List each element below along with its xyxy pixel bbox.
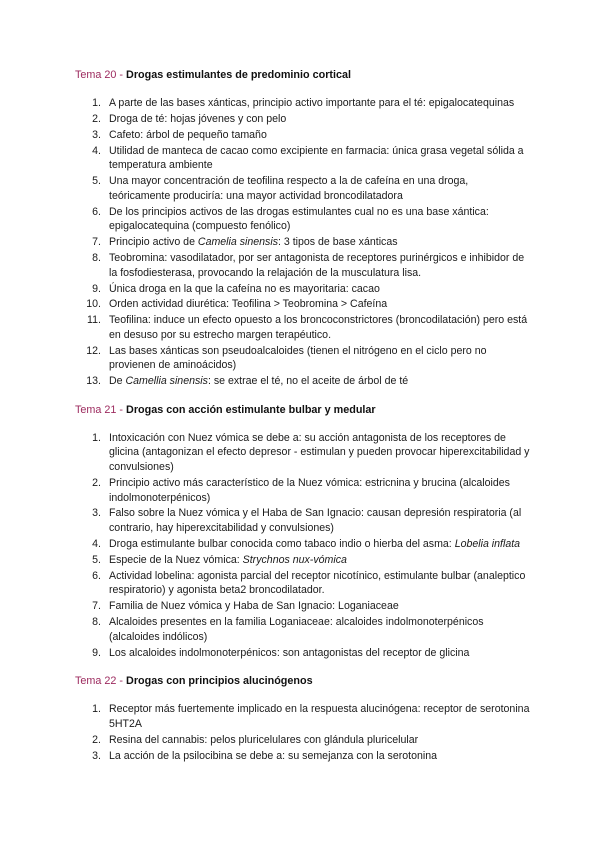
item-text: Especie de la Nuez vómica: — [109, 553, 243, 566]
item-number: 9. — [92, 646, 101, 659]
list-item — [75, 553, 530, 568]
item-text: A parte de las bases xánticas, principio activo importante para el té: epigalocatequinas — [109, 97, 515, 109]
item-number: 3. — [92, 507, 101, 520]
list-item — [75, 174, 530, 203]
section-heading — [75, 68, 530, 83]
section-number: Tema 20 — [75, 69, 117, 81]
question-list — [75, 96, 530, 389]
item-number: 2. — [92, 476, 101, 489]
list-item — [75, 282, 530, 297]
item-number: 5. — [92, 175, 101, 188]
item-text: : 3 tipos de base xánticas — [278, 236, 398, 249]
item-number: 3. — [92, 128, 101, 141]
species-name: Camelia sinensis — [197, 236, 278, 249]
section-heading — [75, 674, 530, 689]
item-text: Una mayor concentración de teofilina respecto a la de cafeína en una droga, teóricamente produciría: una mayor actividad broncodilatadora — [109, 175, 469, 202]
species-name: Lobelia inflata — [454, 537, 521, 550]
item-number: 1. — [92, 703, 101, 716]
section-number: Tema 22 — [75, 675, 117, 688]
item-text: Droga de té: hojas jóvenes y con pelo — [109, 112, 287, 125]
item-number: 11. — [87, 314, 101, 327]
item-number: 4. — [92, 144, 101, 157]
item-text: De — [109, 375, 126, 388]
list-item — [75, 599, 530, 614]
item-number: 6. — [92, 569, 101, 582]
item-number: 7. — [92, 600, 101, 613]
item-text: Las bases xánticas son pseudoalcaloides (tienen el nitrógeno en el ciclo pero no provienen de aminoácidos) — [109, 344, 487, 372]
list-item — [75, 205, 530, 234]
list-item — [75, 537, 530, 552]
list-item — [75, 144, 530, 173]
list-item — [75, 431, 530, 475]
item-number: 5. — [92, 553, 101, 566]
list-item — [75, 128, 530, 143]
list-item — [75, 251, 530, 280]
item-number: 7. — [92, 236, 101, 249]
item-number: 2. — [92, 733, 101, 746]
item-number: 4. — [92, 537, 101, 550]
item-number: 12. — [86, 344, 101, 357]
section-heading — [75, 403, 530, 418]
item-text: Orden actividad diurética: Teofilina > Teobromina > Cafeína — [109, 298, 388, 311]
item-number: 6. — [92, 205, 101, 218]
item-text: Resina del cannabis: pelos pluricelulares con glándula pluricelular — [109, 733, 419, 746]
item-text: Familia de Nuez vómica y Haba de San Ignacio: Loganiaceae — [109, 600, 399, 613]
item-number: 13. — [86, 375, 101, 388]
list-item — [75, 702, 530, 731]
section-separator: - — [116, 675, 127, 688]
species-name: Camellia sinensis — [125, 375, 208, 388]
list-item — [75, 374, 530, 389]
item-text: Cafeto: árbol de pequeño tamaño — [109, 128, 267, 141]
item-number: 1. — [92, 431, 101, 444]
item-text: Principio activo de — [109, 236, 198, 249]
list-item — [75, 313, 530, 342]
section-title: Drogas estimulantes de predominio cortical — [126, 69, 352, 81]
list-item — [75, 235, 530, 250]
item-text: Utilidad de manteca de cacao como excipiente en farmacia: única grasa vegetal sólida a temperatura ambiente — [109, 144, 524, 172]
item-number: 3. — [92, 749, 101, 762]
item-text: : se extrae el té, no el aceite de árbol de té — [207, 375, 409, 388]
question-list — [75, 431, 530, 660]
item-text: La acción de la psilocibina se debe a: su semejanza con la serotonina — [109, 749, 438, 762]
item-number: 1. — [92, 97, 101, 109]
item-number: 8. — [92, 252, 101, 265]
item-text: Teobromina: vasodilatador, por ser antagonista de receptores purinérgicos e inhibidor de la fosfodiesterasa, provocando la relajación de la musculatura lisa. — [109, 252, 525, 279]
item-text: Los alcaloides indolmonoterpénicos: son antagonistas del receptor de glicina — [109, 646, 470, 659]
item-text: Droga estimulante bulbar conocida como tabaco indio o hierba del asma: — [109, 537, 455, 550]
list-item — [75, 749, 530, 764]
item-number: 2. — [92, 112, 101, 125]
item-text: Falso sobre la Nuez vómica y el Haba de San Ignacio: causan depresión respiratoria (al contrario, hay hiperexcitabilidad y convulsiones) — [109, 507, 522, 534]
section-title: Drogas con principios alucinógenos — [126, 675, 313, 688]
item-number: 10. — [86, 298, 101, 311]
list-item — [75, 506, 530, 535]
list-item — [75, 112, 530, 127]
list-item — [75, 297, 530, 312]
question-list — [75, 702, 530, 763]
item-number: 8. — [92, 616, 101, 629]
species-name: Strychnos nux-vómica — [242, 553, 347, 566]
section-number: Tema 21 — [75, 403, 117, 416]
section-separator: - — [116, 69, 127, 81]
list-item — [75, 615, 530, 644]
list-item — [75, 646, 530, 661]
item-text: Alcaloides presentes en la familia Loganiaceae: alcaloides indolmonoterpénicos (alcaloides indólicos) — [109, 616, 484, 643]
item-text: Receptor más fuertemente implicado en la respuesta alucinógena: receptor de serotonina 5HT2A — [109, 703, 530, 730]
section-separator: - — [116, 403, 127, 416]
section-title: Drogas con acción estimulante bulbar y medular — [126, 403, 376, 416]
list-item — [75, 569, 530, 598]
item-text: Teofilina: induce un efecto opuesto a los broncoconstrictores (broncodilatación) pero está en desuso por su estrecho margen terapéutico. — [109, 314, 528, 341]
list-item — [75, 733, 530, 748]
item-text: Única droga en la que la cafeína no es mayoritaria: cacao — [109, 282, 380, 295]
list-item — [75, 476, 530, 505]
item-text: Intoxicación con Nuez vómica se debe a: su acción antagonista de los receptores de glicina (antagonizan el efecto depresor - estimulan y pueden provocar hiperexcitabilidad y convulsiones) — [109, 431, 530, 474]
list-item — [75, 344, 530, 373]
item-text: Principio activo más característico de la Nuez vómica: estricnina y brucina (alcaloides indolmonoterpénicos) — [109, 476, 510, 504]
item-number: 9. — [92, 282, 101, 295]
item-text: Actividad lobelina: agonista parcial del receptor nicotínico, estimulante bulbar (analeptico respiratorio) y agonista beta2 broncodilatador. — [109, 569, 526, 597]
list-item — [75, 96, 530, 111]
item-text: De los principios activos de las drogas estimulantes cual no es una base xántica: epigalocatequina (compuesto fenólico) — [109, 205, 489, 233]
